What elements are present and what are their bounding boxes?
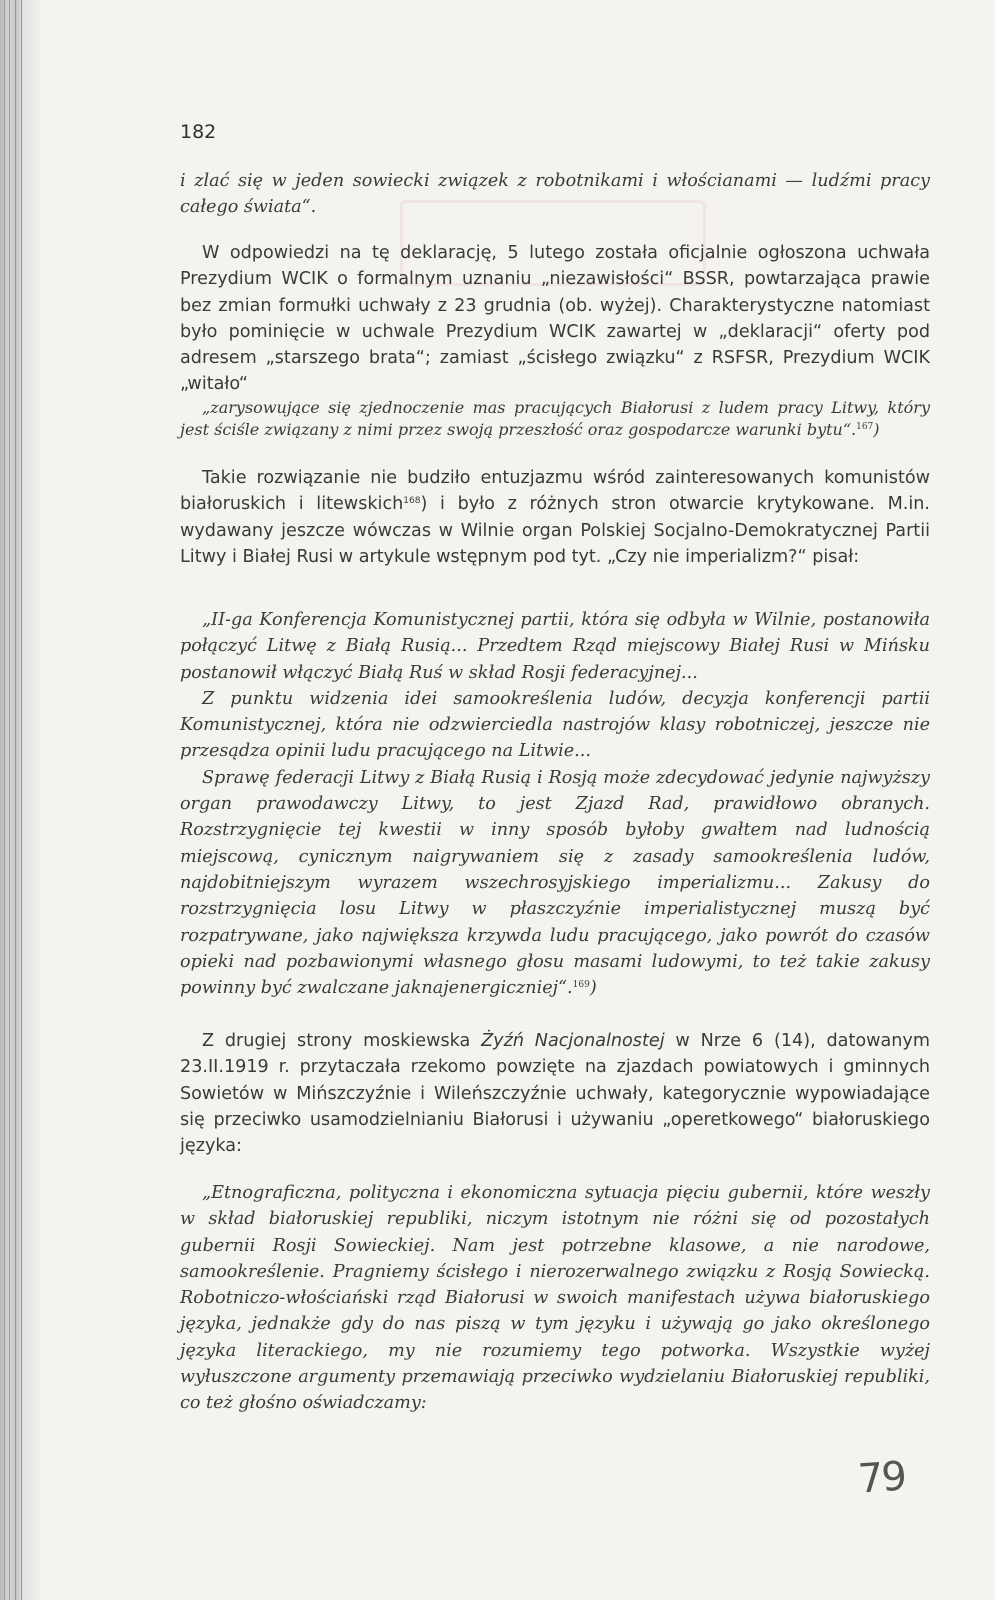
footnote-bracket: ) — [589, 978, 597, 999]
paragraph-response — [180, 240, 930, 398]
quote-wcik — [180, 397, 930, 441]
quote-text: i zlać się w jeden sowiecki związek z robotnikami i włościanami — ludźmi pracy całego świata“. — [180, 171, 930, 218]
paragraph-moscow-journal — [180, 1028, 930, 1159]
journal-title: Żyźń Nacjonalnostej — [481, 1031, 665, 1051]
handwritten-archive-number: 79 — [856, 1453, 907, 1503]
paragraph-text: ) i było z różnych stron otwarcie krytykowane. M.in. wydawany jeszcze wówczas w Wilnie organ Polskiej Socjalno-Demokratycznej Partii Litwy i Białej Rusi w artykule wstępnym pod tyt. „Czy nie imperializm?“ pisał: — [180, 494, 930, 567]
quote-paragraph — [180, 765, 930, 1002]
paragraph-text: Takie rozwiązanie nie budziło entuzjazmu wśród zainteresowanych komunistów białoruskich i litewskich — [180, 468, 930, 515]
footnote-ref-168[interactable]: 168 — [403, 496, 421, 507]
quote-resolution — [180, 1180, 930, 1417]
quote-paragraph: „II-ga Konferencja Komunistycznej partii, która się odbyła w Wilnie, postanowiła połączyć Litwę z Białą Rusią... Przedtem Rząd miejscowy Białej Rusi w Mińsku postanowił włączyć Białą Ruś w skład Rosji federacyjnej... — [180, 610, 930, 683]
quote-paragraph: Z punktu widzenia idei samookreślenia ludów, decyzja konferencji partii Komunistycznej, która nie odzwierciedla nastrojów klasy robotniczej, jeszcze nie przesądza opinii ludu pracującego na Litwie... — [180, 688, 930, 762]
footnote-bracket: ) — [873, 420, 880, 439]
continuation-quote — [180, 168, 930, 221]
quote-text: „Etnograficzna, polityczna i ekonomiczna sytuacja pięciu gubernii, które weszły w skład białoruskiej republiki, niczym istotnym nie różni się od pozostałych gubernii Rosji Sowieckiej. Nam jest potrzebne klasowe, a nie narodowe, samookreślenie. Pragniemy ścisłego i nierozerwalnego związku z Rosją Sowiecką. Robotniczo-włościański rząd Białorusi w swoich manifestach używa białoruskiego języka, jednakże gdy do nas piszą w tym języku i używają go jako określonego języka literackiego, my nie rozumiemy tego potworka. Wszystkie wyżej wyłuszczone argumenty przemawiają przeciwko wydzielaniu Białoruskiej republiki, co też głośno oświadczamy: — [180, 1183, 930, 1414]
binding-edge-line — [4, 0, 5, 1600]
book-binding-shadow — [0, 0, 40, 1600]
paragraph-text: W odpowiedzi na tę deklarację, 5 lutego została oficjalnie ogłoszona uchwała Prezydium WCIK o formalnym uznaniu „niezawisłości“ BSSR, powtarzająca prawie bez zmian formułki uchwały z 23 grudnia (ob. wyżej). Charakterystyczne natomiast było pominięcie w uchwale Prezydium WCIK zawartej w „deklaracji“ oferty pod adresem „starszego brata“; zamiast „ścisłego związku“ z RSFSR, Prezydium WCIK „witało“ — [180, 243, 930, 395]
paragraph-text: w Nrze 6 (14), datowanym 23.II.1919 r. przytaczała rzekomo powzięte na zjazdach powiatowych i gminnych Sowietów w Mińszczyźnie i Wileńszczyźnie uchwały, kategorycznie wypowiadające się przeciwko usamodzielnianiu Białorusi i używaniu „operetkowego“ białoruskiego języka: — [180, 1031, 930, 1157]
paragraph-reaction — [180, 465, 930, 570]
binding-edge-line — [15, 0, 16, 1600]
book-page — [40, 0, 995, 1600]
page-number: 182 — [180, 121, 217, 143]
binding-edge-line — [9, 0, 10, 1600]
quote-imperialism-article — [180, 607, 930, 1001]
binding-edge-line — [21, 0, 22, 1600]
quote-text: Sprawę federacji Litwy z Białą Rusią i Rosją może zdecydować jedynie najwyższy organ prawodawczy Litwy, to jest Zjazd Rad, prawidłowo obranych. Rozstrzygnięcie tej kwestii w inny sposób byłoby gwałtem nad ludnością miejscową, cynicznym naigrywaniem się z zasady samookreślenia ludów, najdobitniejszym wyrazem wszechrosyjskiego imperializmu... Zakusy do rozstrzygnięcia losu Litwy w płaszczyźnie imperialistycznej muszą być rozpatrywane, jako największa krzywda ludu pracującego, jako powrót do czasów opieki nad pozbawionymi własnego głosu masami ludowymi, to też takie zakusy powinny być zwalczane jaknajenergiczniej“. — [180, 767, 930, 999]
footnote-ref-167[interactable]: 167 — [856, 422, 874, 432]
paragraph-text: Z drugiej strony moskiewska — [202, 1031, 482, 1051]
footnote-ref-169[interactable]: 169 — [572, 980, 590, 991]
quote-text: „zarysowujące się zjednoczenie mas pracujących Białorusi z ludem pracy Litwy, który jest ściśle związany z nimi przez swoją przeszłość oraz gospodarcze warunki bytu“. — [180, 398, 930, 439]
